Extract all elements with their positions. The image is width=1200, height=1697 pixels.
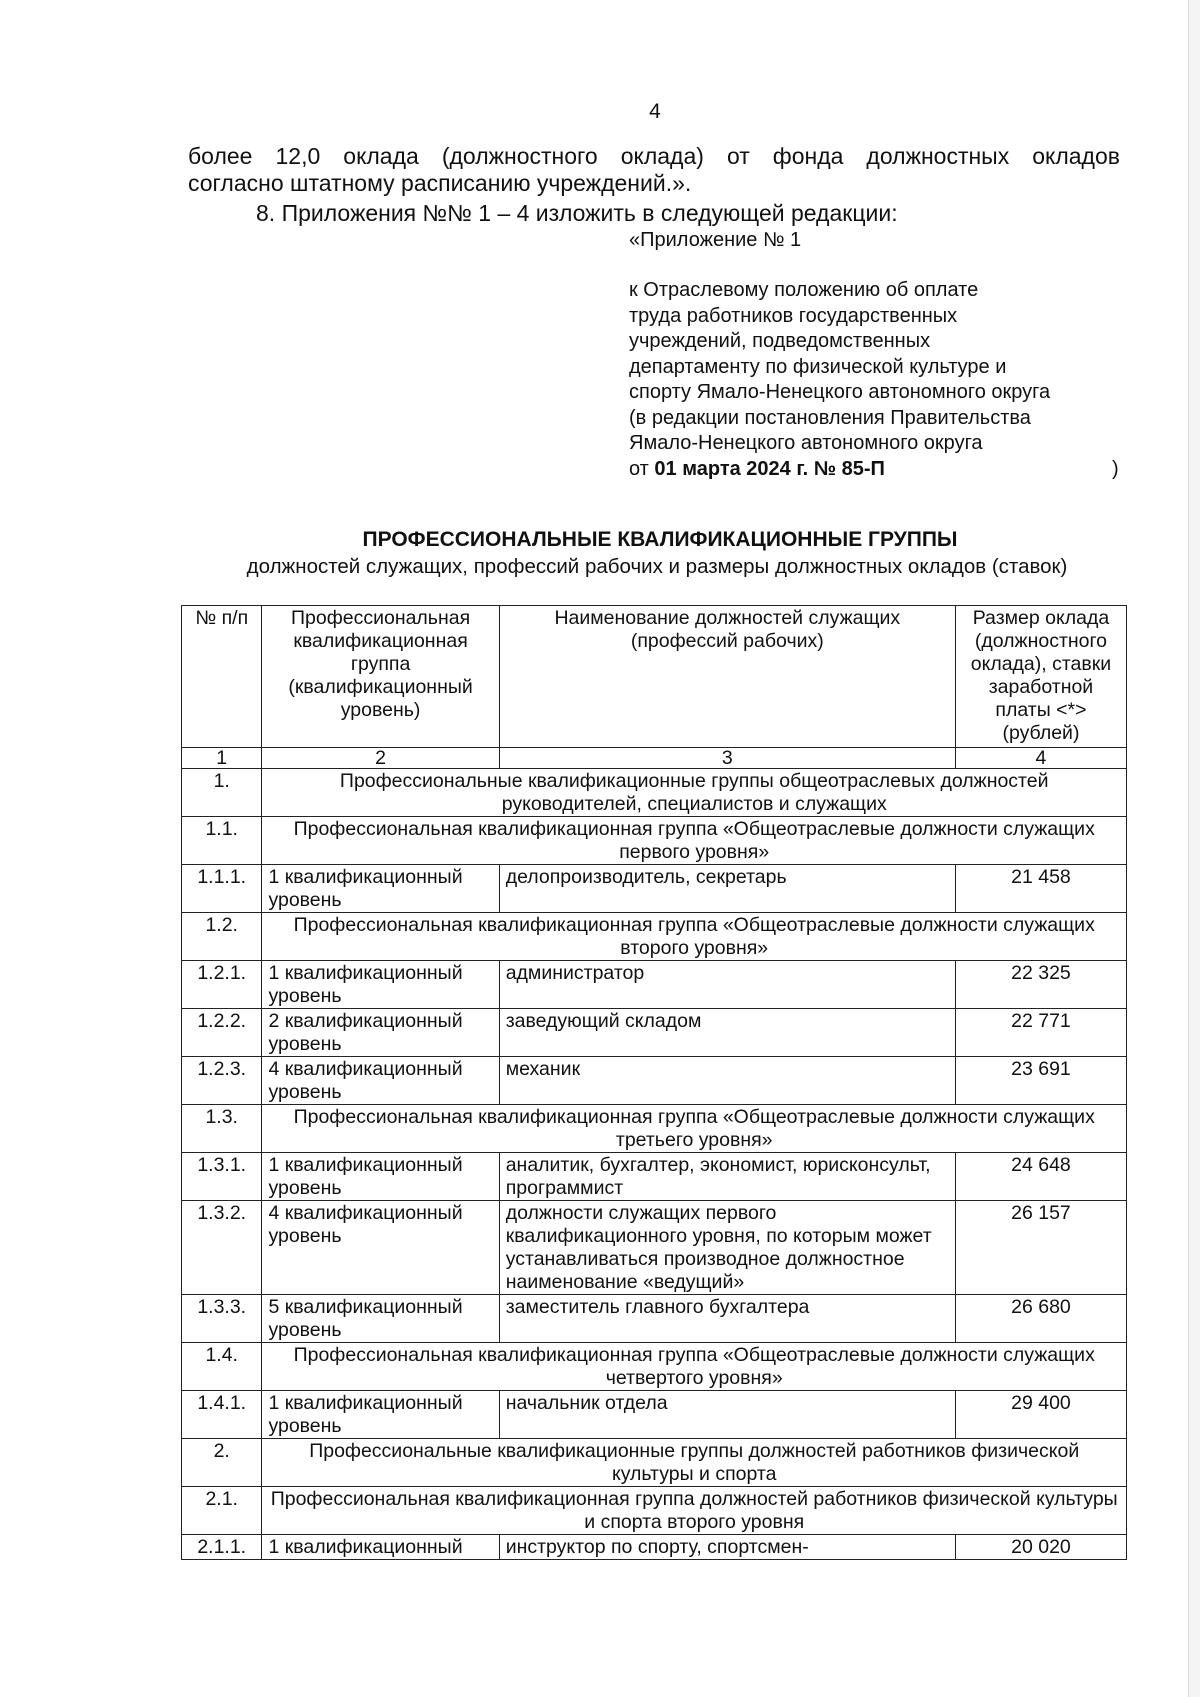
row-number: 1.3.2. [182,1201,262,1295]
table-row [182,961,1127,1009]
table-row [182,1009,1127,1057]
salary-value: 26 157 [955,1201,1126,1295]
qualification-groups-table [181,605,1127,1560]
position-names: должности служащих первого квалификационного уровня, по которым может устанавливаться производное должностное наименование «ведущий» [499,1201,955,1295]
position-names: механик [499,1057,955,1105]
row-number: 1.3. [182,1105,262,1153]
annex-closing-paren: ) [1112,457,1119,480]
group-heading: Профессиональная квалификационная группа «Общеотраслевые должности служащих четвертого уровня» [262,1343,1127,1391]
group-heading: Профессиональные квалификационные группы общеотраслевых должностей руководителей, специалистов и служащих [262,769,1127,817]
row-number: 1.2.3. [182,1057,262,1105]
table-row [182,1343,1127,1391]
position-names: инструктор по спорту, спортсмен- [499,1535,955,1560]
row-number: 1.4. [182,1343,262,1391]
qualification-level: 1 квалификационный уровень [262,1153,499,1201]
row-number: 2.1.1. [182,1535,262,1560]
table-row [182,1391,1127,1439]
header-positions: Наименование должностей служащих (профессий рабочих) [499,606,955,748]
header-num: № п/п [182,606,262,748]
annex-line: к Отраслевому положению об оплате [629,279,979,301]
position-names: делопроизводитель, секретарь [499,865,955,913]
annex-details [629,278,1129,482]
annex-line: спорту Ямало-Ненецкого автономного округа [629,381,1051,403]
qualification-level: 1 квалификационный уровень [262,865,499,913]
table-row [182,1487,1127,1535]
row-number: 1.3.3. [182,1295,262,1343]
table-row [182,1153,1127,1201]
table-row [182,769,1127,817]
annex-date-prefix: от [629,457,649,480]
page-number: 4 [649,100,661,123]
intro-line-2: согласно штатному расписанию учреждений.». [188,170,692,196]
salary-value: 23 691 [955,1057,1126,1105]
table-row [182,1295,1127,1343]
header-salary: Размер оклада (должностного оклада), ставки заработной платы <*> (рублей) [955,606,1126,748]
table-row [182,865,1127,913]
document-title: ПРОФЕССИОНАЛЬНЫЕ КВАЛИФИКАЦИОННЫЕ ГРУППЫ [362,528,958,551]
row-number: 1.3.1. [182,1153,262,1201]
annex-line: труда работников государственных [629,304,958,327]
position-names: заведующий складом [499,1009,955,1057]
row-number: 1.4.1. [182,1391,262,1439]
column-number-row [182,748,1127,769]
row-number: 1.1. [182,817,262,865]
row-number: 1.2. [182,913,262,961]
intro-paragraph [188,143,1120,197]
group-heading: Профессиональная квалификационная группа должностей работников физической культуры и спорта второго уровня [262,1487,1127,1535]
salary-value: 20 020 [955,1535,1126,1560]
row-number: 1.2.2. [182,1009,262,1057]
table-row [182,1057,1127,1105]
position-names: заместитель главного бухгалтера [499,1295,955,1343]
table-body [182,769,1127,1560]
group-heading: Профессиональная квалификационная группа «Общеотраслевые должности служащих первого уровня» [262,817,1127,865]
row-number: 1. [182,769,262,817]
row-number: 1.1.1. [182,865,262,913]
table-row [182,913,1127,961]
column-number: 4 [955,748,1126,769]
qualification-level: 4 квалификационный уровень [262,1057,499,1105]
row-number: 1.2.1. [182,961,262,1009]
group-heading: Профессиональные квалификационные группы должностей работников физической культуры и спорта [262,1439,1127,1487]
qualification-level: 1 квалификационный уровень [262,1391,499,1439]
row-number: 2.1. [182,1487,262,1535]
item-8: 8. Приложения №№ 1 – 4 изложить в следующей редакции: [256,200,898,226]
annex-line: департаменту по физической культуре и [629,355,1007,378]
annex-line: Ямало-Ненецкого автономного округа [629,432,983,454]
column-number: 3 [499,748,955,769]
table-header-row [182,606,1127,748]
table-row [182,1439,1127,1487]
salary-value: 29 400 [955,1391,1126,1439]
table-row [182,1201,1127,1295]
column-number: 1 [182,748,262,769]
intro-line-1: более 12,0 оклада (должностного оклада) от фонда должностных окладов [188,143,1120,169]
header-group: Профессиональная квалификационная группа (квалификационный уровень) [262,606,499,748]
salary-value: 22 325 [955,961,1126,1009]
salary-value: 24 648 [955,1153,1126,1201]
position-names: администратор [499,961,955,1009]
qualification-level: 1 квалификационный [262,1535,499,1560]
annex-heading: «Приложение № 1 [629,229,802,251]
document-subtitle: должностей служащих, профессий рабочих и размеры должностных окладов (ставок) [246,555,1068,578]
qualification-level: 5 квалификационный уровень [262,1295,499,1343]
row-number: 2. [182,1439,262,1487]
qualification-level: 1 квалификационный уровень [262,961,499,1009]
annex-line: (в редакции постановления Правительства [629,406,1031,429]
position-names: аналитик, бухгалтер, экономист, юрисконсульт, программист [499,1153,955,1201]
group-heading: Профессиональная квалификационная группа «Общеотраслевые должности служащих второго уровня» [262,913,1127,961]
salary-value: 21 458 [955,865,1126,913]
table-row [182,1535,1127,1560]
salary-value: 22 771 [955,1009,1126,1057]
annex-date-value: 01 марта 2024 г. № 85-П [654,457,885,480]
position-names: начальник отдела [499,1391,955,1439]
annex-date-line [629,457,1129,483]
table-row [182,817,1127,865]
qualification-level: 2 квалификационный уровень [262,1009,499,1057]
annex-line: учреждений, подведомственных [629,330,931,352]
group-heading: Профессиональная квалификационная группа «Общеотраслевые должности служащих третьего уровня» [262,1105,1127,1153]
table-row [182,1105,1127,1153]
qualification-level: 4 квалификационный уровень [262,1201,499,1295]
column-number: 2 [262,748,499,769]
salary-value: 26 680 [955,1295,1126,1343]
